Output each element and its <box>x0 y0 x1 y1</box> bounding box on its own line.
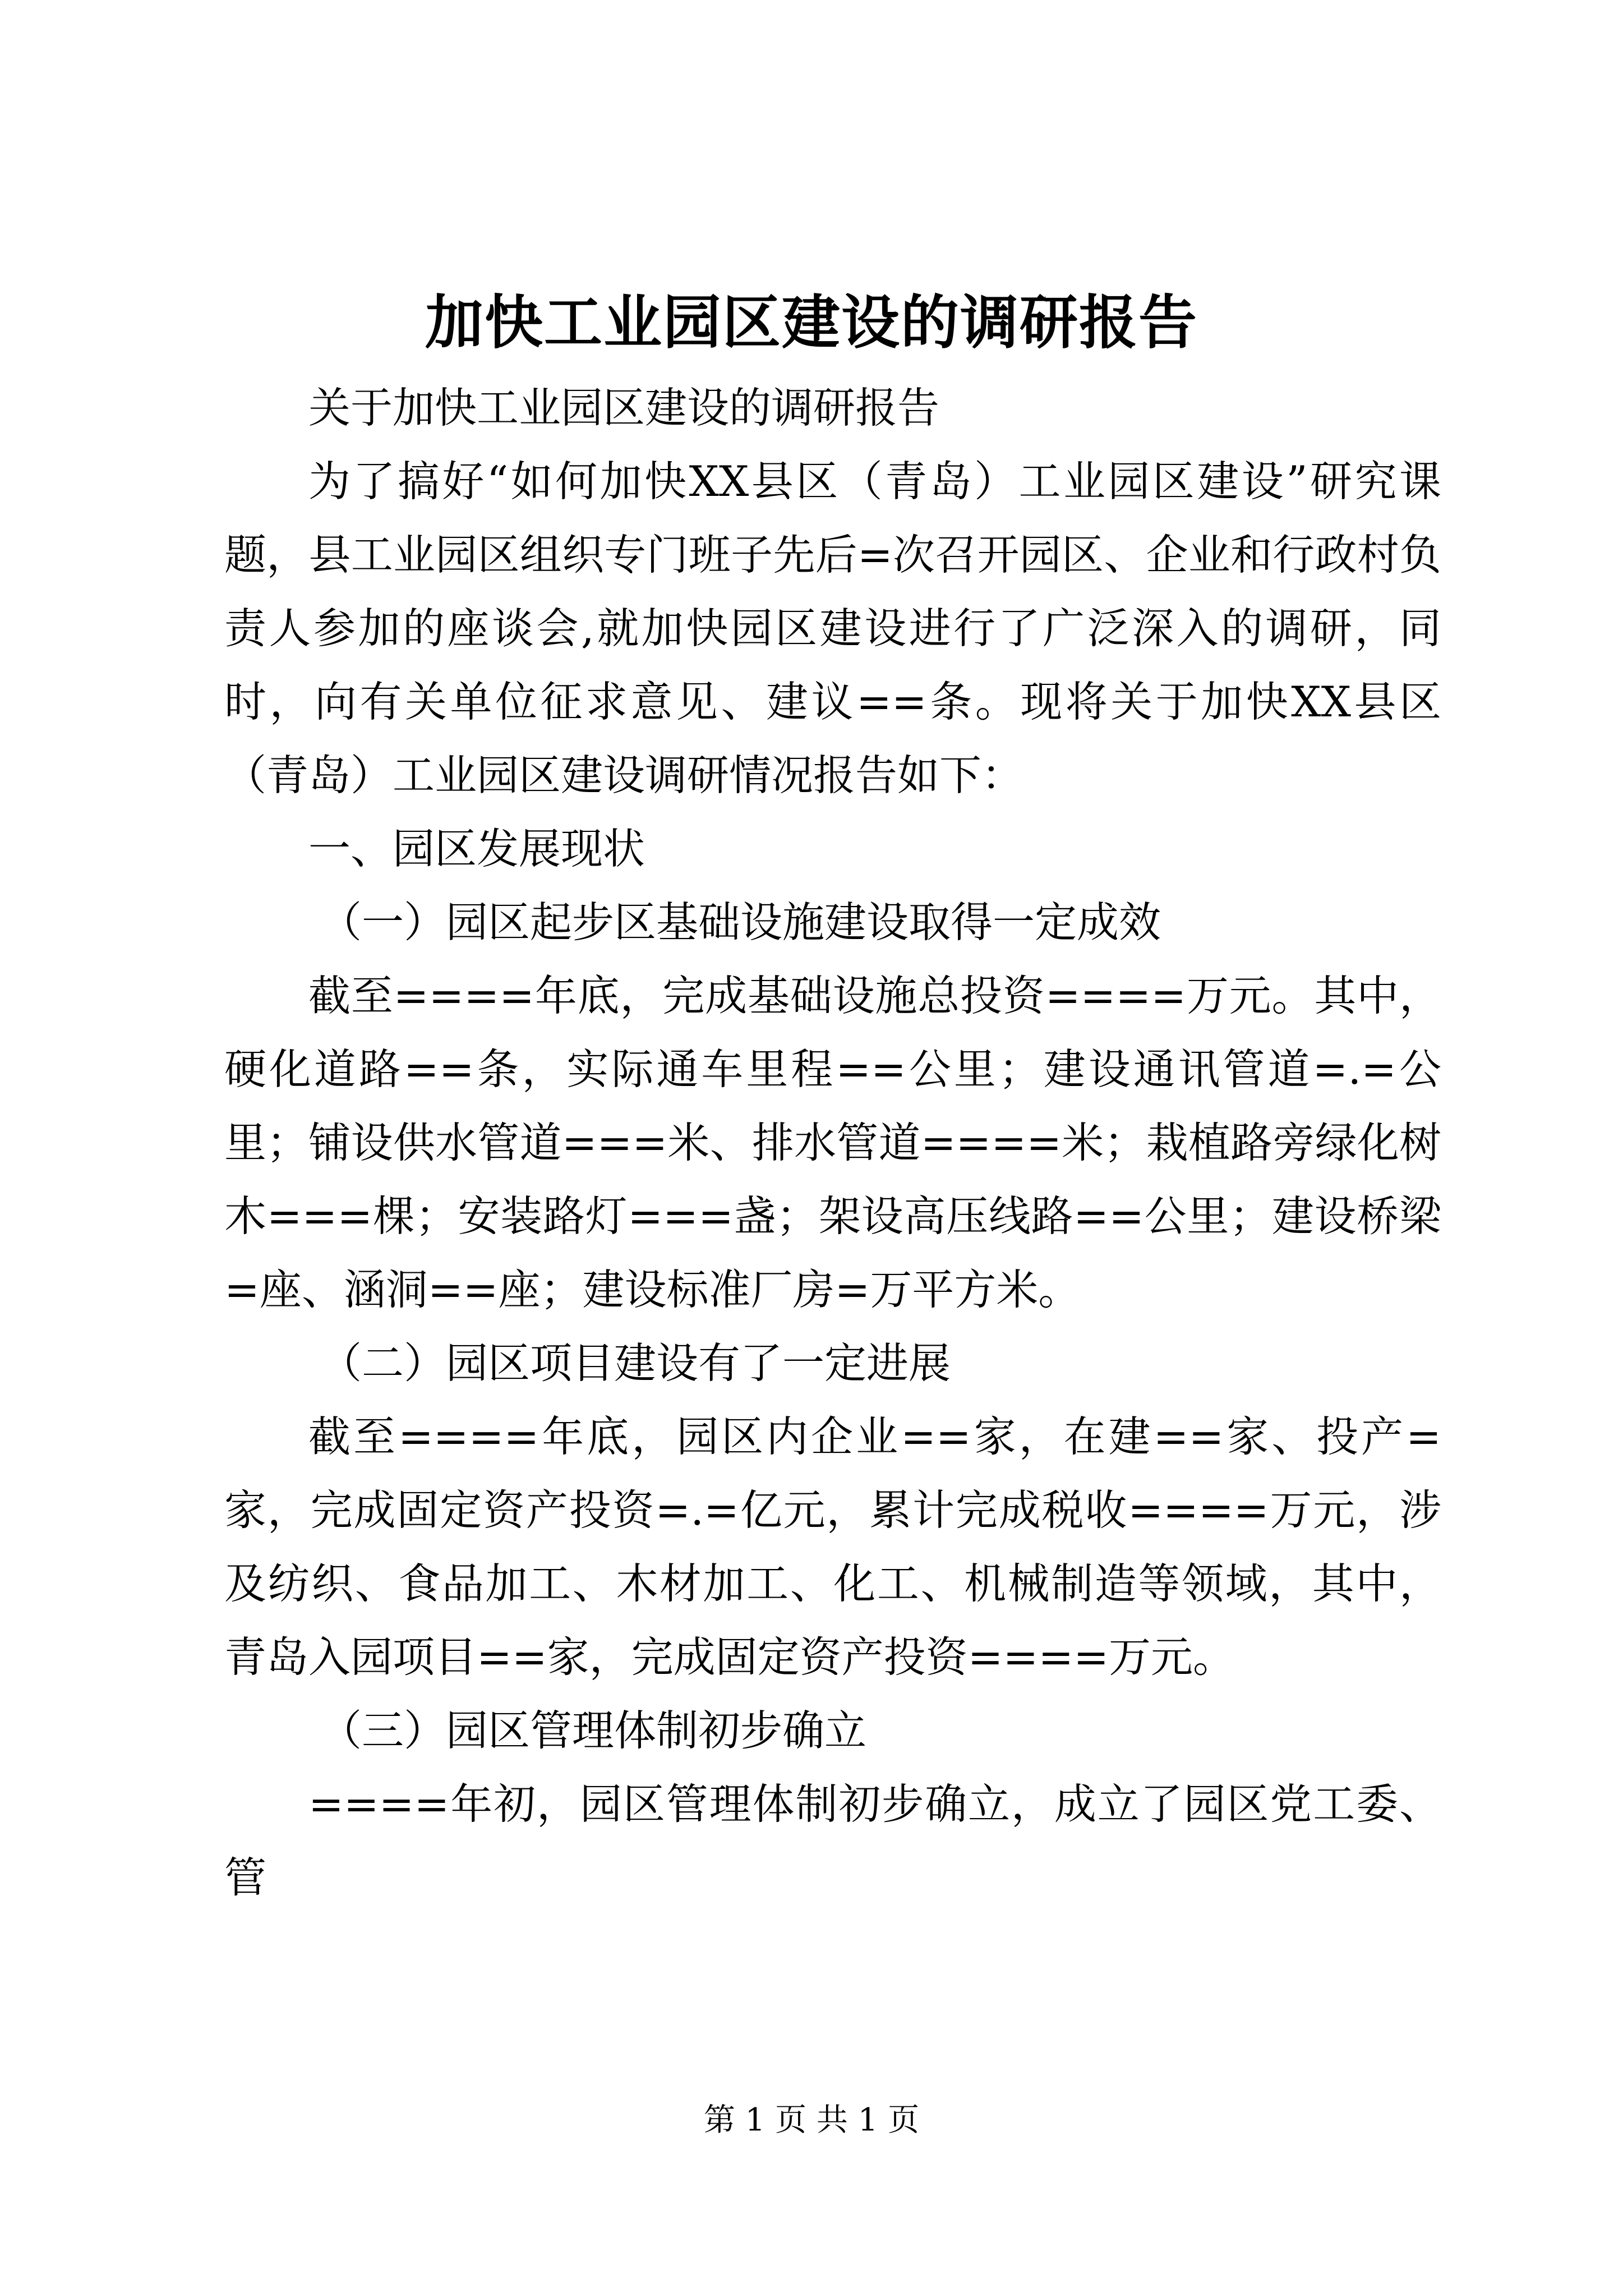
page-footer: 第 1 页 共 1 页 <box>703 2102 920 2138</box>
paragraph-subtitle: 关于加快工业园区建设的调研报告 <box>308 383 940 432</box>
subsection-heading: （三）园区管理体制初步确立 <box>320 1706 867 1755</box>
subsection-heading: （二）园区项目建设有了一定进展 <box>320 1338 951 1388</box>
subsection-heading: （一）园区起步区基础设施建设取得一定成效 <box>320 898 1161 947</box>
paragraph-body: 截至====年底，园区内企业==家，在建==家、投产=家，完成固定资产投资=.=亿元，累计完成税收====万元，涉及纺织、食品加工、木材加工、化工、机械制造等领域，其中，青岛入园项目==家，完成固定资产投资====万元。 <box>224 1412 1441 1682</box>
document-title: 加快工业园区建设的调研报告 <box>425 288 1198 357</box>
paragraph-intro: 为了搞好“如何加快XX县区（青岛）工业园区建设”研究课题，县工业园区组织专门班子先后=次召开园区、企业和行政村负责人参加的座谈会,就加快园区建设进行了广泛深入的调研，同时，向有关单位征求意见、建议==条。现将关于加快XX县区（青岛）工业园区建设调研情况报告如下： <box>224 457 1441 800</box>
paragraph-body: 截至====年底，完成基础设施总投资====万元。其中，硬化道路==条，实际通车里程==公里；建设通讯管道=.=公里；铺设供水管道===米、排水管道====米；栽植路旁绿化树木===棵；安装路灯===盏；架设高压线路==公里；建设桥梁=座、涵洞==座；建设标准厂房=万平方米。 <box>224 971 1441 1314</box>
paragraph-body: ====年初，园区管理体制初步确立，成立了园区党工委、管 <box>224 1779 1441 1902</box>
document-body <box>224 371 1441 1915</box>
section-heading: 一、园区发展现状 <box>308 824 645 873</box>
